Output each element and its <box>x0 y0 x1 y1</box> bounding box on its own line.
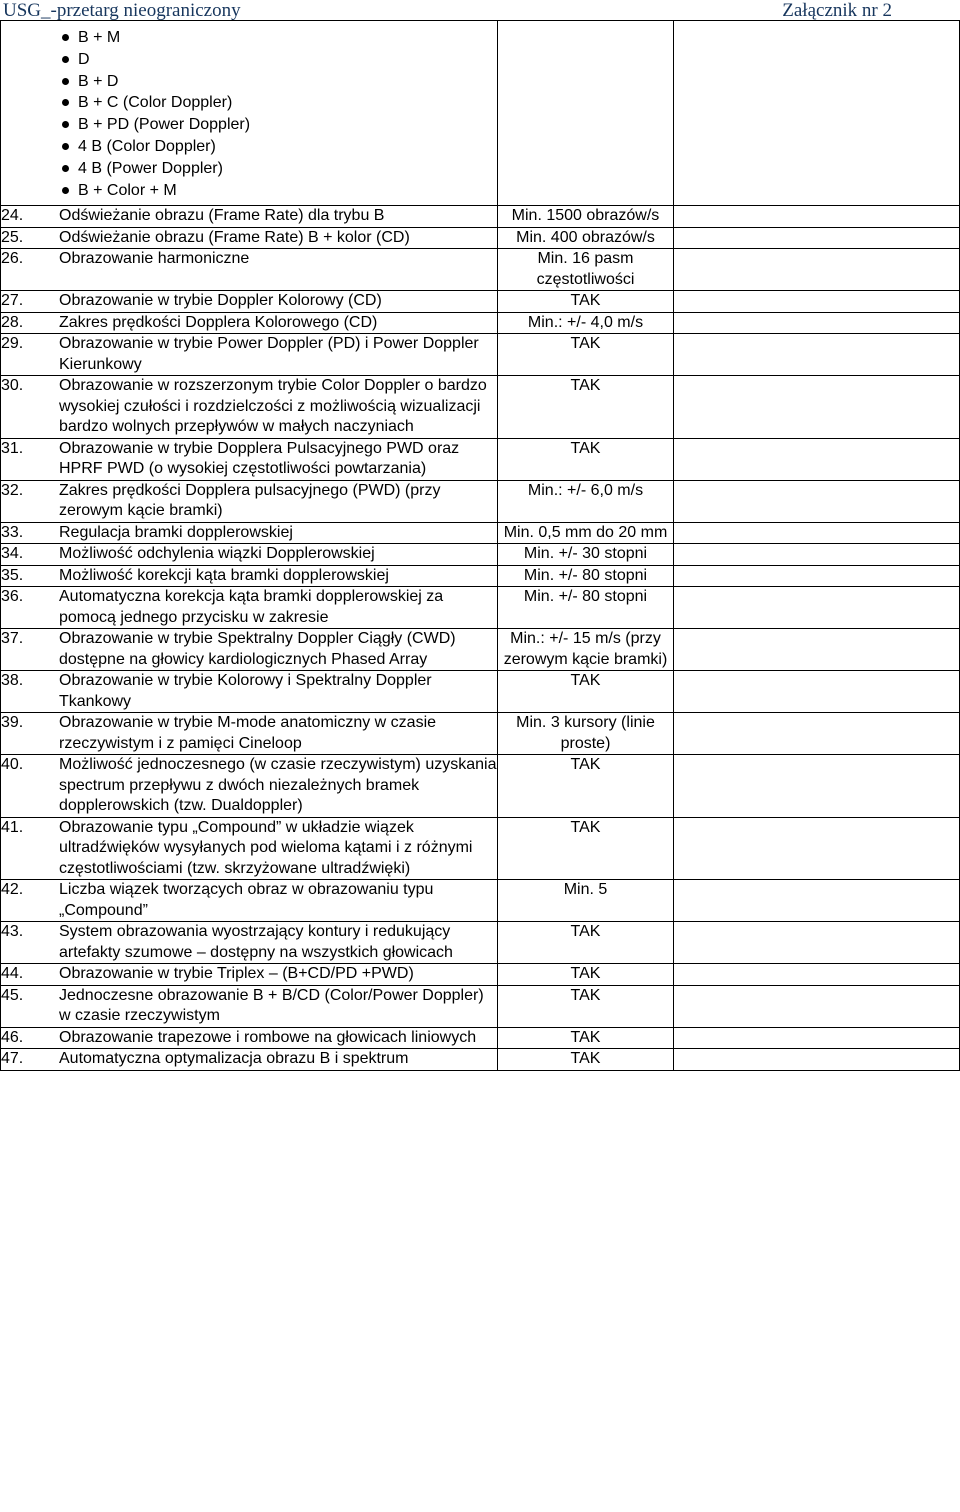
table-row <box>1 880 960 922</box>
offered-value-cell[interactable] <box>674 817 960 880</box>
offered-value-cell[interactable] <box>674 312 960 334</box>
required-value: TAK <box>498 438 674 480</box>
requirement-cell <box>1 376 498 439</box>
requirement-cell <box>1 249 498 291</box>
requirement-text: Obrazowanie typu „Compound” w układzie wiązek ultradźwięków wysyłanych pod wieloma kątami i z różnymi częstotliwościami (tzw. skrzyżowane ultradźwięki) <box>59 818 473 877</box>
requirement <box>1 587 497 628</box>
offered-value-cell[interactable] <box>674 249 960 291</box>
requirement <box>1 206 497 227</box>
required-value: Min.: +/- 6,0 m/s <box>498 480 674 522</box>
requirement-text: System obrazowania wyostrzający kontury i redukujący artefakty szumowe – dostępny na wszystkich głowicach <box>59 923 453 961</box>
offered-value-cell[interactable] <box>674 964 960 986</box>
requirement-text: Obrazowanie w trybie Doppler Kolorowy (CD) <box>59 292 382 310</box>
table-row <box>1 755 960 818</box>
required-value: TAK <box>498 922 674 964</box>
offered-value-cell[interactable] <box>674 334 960 376</box>
requirement <box>1 439 497 480</box>
requirement-cell <box>1 964 498 986</box>
header-attachment: Załącznik nr 2 <box>782 0 892 21</box>
table-row <box>1 312 960 334</box>
required-value: TAK <box>498 376 674 439</box>
requirement <box>1 228 497 249</box>
requirement-text: Obrazowanie w trybie M-mode anatomiczny w czasie rzeczywistym i z pamięci Cineloop <box>59 714 437 752</box>
offered-value-cell[interactable] <box>674 544 960 566</box>
row-number: 42. <box>1 881 24 899</box>
requirement-text: Zakres prędkości Dopplera Kolorowego (CD) <box>59 313 378 331</box>
requirement-text: Obrazowanie trapezowe i rombowe na głowicach liniowych <box>59 1028 477 1046</box>
row-number: 30. <box>1 377 24 395</box>
requirement <box>1 313 497 334</box>
requirement-text: Liczba wiązek tworzących obraz w obrazowaniu typu „Compound” <box>59 881 434 919</box>
offered-value-cell[interactable] <box>674 985 960 1027</box>
requirement-cell <box>1 755 498 818</box>
table-row <box>1 985 960 1027</box>
row-number: 37. <box>1 630 24 648</box>
table-row <box>1 922 960 964</box>
row-number: 39. <box>1 714 24 732</box>
offered-value-cell[interactable] <box>674 1027 960 1049</box>
row-number: 32. <box>1 481 24 499</box>
requirement-text: Odświeżanie obrazu (Frame Rate) dla trybu B <box>59 207 385 225</box>
table-row <box>1 1027 960 1049</box>
required-value: Min. 400 obrazów/s <box>498 227 674 249</box>
required-value: Min.: +/- 15 m/s (przy zerowym kącie bramki) <box>498 629 674 671</box>
requirement <box>1 566 497 587</box>
table-row <box>1 227 960 249</box>
requirement <box>1 880 497 921</box>
required-value: Min. 5 <box>498 880 674 922</box>
table-row <box>1 544 960 566</box>
offered-value-cell[interactable] <box>674 522 960 544</box>
required-value: Min. +/- 80 stopni <box>498 565 674 587</box>
offered-value-cell[interactable] <box>674 922 960 964</box>
requirement <box>1 249 497 270</box>
requirement <box>1 964 497 985</box>
requirement-text: Jednoczesne obrazowanie B + B/CD (Color/Power Doppler) w czasie rzeczywistym <box>59 986 484 1025</box>
offered-value-cell[interactable] <box>674 376 960 439</box>
table-row <box>1 334 960 376</box>
required-value: Min. 16 pasm częstotliwości <box>498 249 674 291</box>
required-value: TAK <box>498 334 674 376</box>
row-number: 29. <box>1 335 24 353</box>
requirement-cell <box>1 1049 498 1071</box>
requirement <box>1 1028 497 1049</box>
table-row <box>1 587 960 629</box>
requirement-cell <box>1 671 498 713</box>
requirement-cell <box>1 922 498 964</box>
list-item: B + C (Color Doppler) <box>78 92 497 114</box>
row-number: 25. <box>1 228 24 246</box>
offered-value-cell[interactable] <box>674 565 960 587</box>
spec-table <box>0 20 960 1071</box>
requirement <box>1 334 497 375</box>
requirement-text: Możliwość jednoczesnego (w czasie rzeczywistym) uzyskania spectrum przepływu z dwóch niezależnych bramek dopplerowskich (tzw. Dualdoppler) <box>59 756 497 815</box>
required-value: TAK <box>498 1049 674 1071</box>
table-row <box>1 522 960 544</box>
requirement-text: Obrazowanie w trybie Kolorowy i Spektralny Doppler Tkankowy <box>59 672 432 710</box>
table-row <box>1 1049 960 1071</box>
table-row <box>1 480 960 522</box>
row-number: 41. <box>1 818 24 836</box>
requirement-text: Obrazowanie harmoniczne <box>59 250 250 268</box>
requirement <box>1 1049 497 1070</box>
required-value: Min. 1500 obrazów/s <box>498 206 674 228</box>
row-number: 40. <box>1 756 24 774</box>
requirement-cell <box>1 480 498 522</box>
requirement <box>1 713 497 754</box>
requirement-cell <box>1 985 498 1027</box>
requirement-cell <box>1 312 498 334</box>
requirement <box>1 376 497 438</box>
requirement <box>1 922 497 963</box>
requirement-text: Możliwość odchylenia wiązki Dopplerowskiej <box>59 545 375 563</box>
required-value: TAK <box>498 755 674 818</box>
required-value: TAK <box>498 964 674 986</box>
requirement-cell <box>1 713 498 755</box>
requirement-text: Automatyczna optymalizacja obrazu B i spektrum <box>59 1050 409 1068</box>
list-item: B + PD (Power Doppler) <box>78 114 497 136</box>
list-item: B + M <box>78 27 497 49</box>
requirement-text: Automatyczna korekcja kąta bramki dopplerowskiej za pomocą jednego przycisku w zakresie <box>59 588 444 626</box>
row-number: 38. <box>1 672 24 690</box>
modes-cell <box>1 21 498 206</box>
requirement-cell <box>1 587 498 629</box>
table-row <box>1 964 960 986</box>
row-number: 35. <box>1 566 24 584</box>
offered-value-cell[interactable] <box>674 438 960 480</box>
list-item: B + Color + M <box>78 180 497 202</box>
required-value: TAK <box>498 1027 674 1049</box>
row-number: 34. <box>1 545 24 563</box>
row-number: 47. <box>1 1050 24 1068</box>
requirement <box>1 544 497 565</box>
row-number: 36. <box>1 588 24 606</box>
requirement-cell <box>1 1027 498 1049</box>
offered-value-cell[interactable] <box>674 880 960 922</box>
value-cell <box>498 21 674 206</box>
row-number: 26. <box>1 250 24 268</box>
required-value: Min. +/- 30 stopni <box>498 544 674 566</box>
requirement-cell <box>1 438 498 480</box>
requirement <box>1 629 497 670</box>
requirement <box>1 671 497 712</box>
requirement-text: Obrazowanie w rozszerzonym trybie Color Doppler o bardzo wysokiej czułości i rozdzielczości z możliwością wizualizacji bardzo wolnych przepływów w małych naczyniach <box>59 377 487 436</box>
required-value: Min. +/- 80 stopni <box>498 587 674 629</box>
required-value: TAK <box>498 817 674 880</box>
row-number: 27. <box>1 292 24 310</box>
offered-value-cell[interactable] <box>674 291 960 313</box>
table-row <box>1 713 960 755</box>
table-row <box>1 291 960 313</box>
table-row <box>1 438 960 480</box>
requirement-cell <box>1 522 498 544</box>
row-number: 45. <box>1 986 24 1004</box>
table-row <box>1 249 960 291</box>
requirement-cell <box>1 817 498 880</box>
requirement-cell <box>1 291 498 313</box>
requirement-cell <box>1 629 498 671</box>
requirement-cell <box>1 206 498 228</box>
requirement-text: Możliwość korekcji kąta bramki dopplerowskiej <box>59 566 389 584</box>
requirement-text: Obrazowanie w trybie Triplex – (B+CD/PD +PWD) <box>59 965 414 983</box>
list-item: B + D <box>78 71 497 93</box>
required-value: Min.: +/- 4,0 m/s <box>498 312 674 334</box>
row-number: 28. <box>1 313 24 331</box>
list-item: 4 B (Color Doppler) <box>78 136 497 158</box>
list-item: 4 B (Power Doppler) <box>78 158 497 180</box>
requirement-text: Regulacja bramki dopplerowskiej <box>59 523 293 541</box>
page-header <box>0 0 960 22</box>
requirement <box>1 523 497 544</box>
table-row <box>1 565 960 587</box>
requirement-cell <box>1 544 498 566</box>
requirement-text: Obrazowanie w trybie Power Doppler (PD) i Power Doppler Kierunkowy <box>59 335 479 373</box>
requirement-cell <box>1 565 498 587</box>
row-number: 44. <box>1 965 24 983</box>
required-value: TAK <box>498 291 674 313</box>
required-value: Min. 0,5 mm do 20 mm <box>498 522 674 544</box>
requirement-text: Zakres prędkości Dopplera pulsacyjnego (PWD) (przy zerowym kącie bramki) <box>59 481 441 520</box>
offered-value-cell[interactable] <box>674 206 960 228</box>
answer-cell[interactable] <box>674 21 960 206</box>
offered-value-cell[interactable] <box>674 480 960 522</box>
requirement <box>1 755 497 817</box>
requirement <box>1 986 497 1027</box>
requirement-text: Obrazowanie w trybie Dopplera Pulsacyjnego PWD oraz HPRF PWD (o wysokiej częstotliwości powtarzania) <box>59 439 460 478</box>
list-item: D <box>78 49 497 71</box>
requirement-cell <box>1 227 498 249</box>
offered-value-cell[interactable] <box>674 713 960 755</box>
requirement-text: Obrazowanie w trybie Spektralny Doppler Ciągły (CWD) dostępne na głowicy kardiologicznych Phased Array <box>59 630 456 668</box>
table-row <box>1 629 960 671</box>
row-number: 24. <box>1 207 24 225</box>
table-row <box>1 206 960 228</box>
table-row <box>1 376 960 439</box>
header-title: USG_-przetarg nieograniczony <box>3 0 241 21</box>
modes-list <box>1 27 497 201</box>
offered-value-cell[interactable] <box>674 1049 960 1071</box>
requirement <box>1 481 497 522</box>
row-number: 43. <box>1 923 24 941</box>
requirement-text: Odświeżanie obrazu (Frame Rate) B + kolor (CD) <box>59 228 410 246</box>
requirement <box>1 818 497 880</box>
offered-value-cell[interactable] <box>674 227 960 249</box>
table-row <box>1 671 960 713</box>
required-value: Min. 3 kursory (linie proste) <box>498 713 674 755</box>
requirement-cell <box>1 880 498 922</box>
required-value: TAK <box>498 671 674 713</box>
offered-value-cell[interactable] <box>674 629 960 671</box>
row-number: 46. <box>1 1028 24 1046</box>
modes-row <box>1 21 960 206</box>
row-number: 31. <box>1 439 24 457</box>
requirement-cell <box>1 334 498 376</box>
row-number: 33. <box>1 523 24 541</box>
table-row <box>1 817 960 880</box>
required-value: TAK <box>498 985 674 1027</box>
offered-value-cell[interactable] <box>674 587 960 629</box>
offered-value-cell[interactable] <box>674 671 960 713</box>
requirement <box>1 291 497 312</box>
offered-value-cell[interactable] <box>674 755 960 818</box>
